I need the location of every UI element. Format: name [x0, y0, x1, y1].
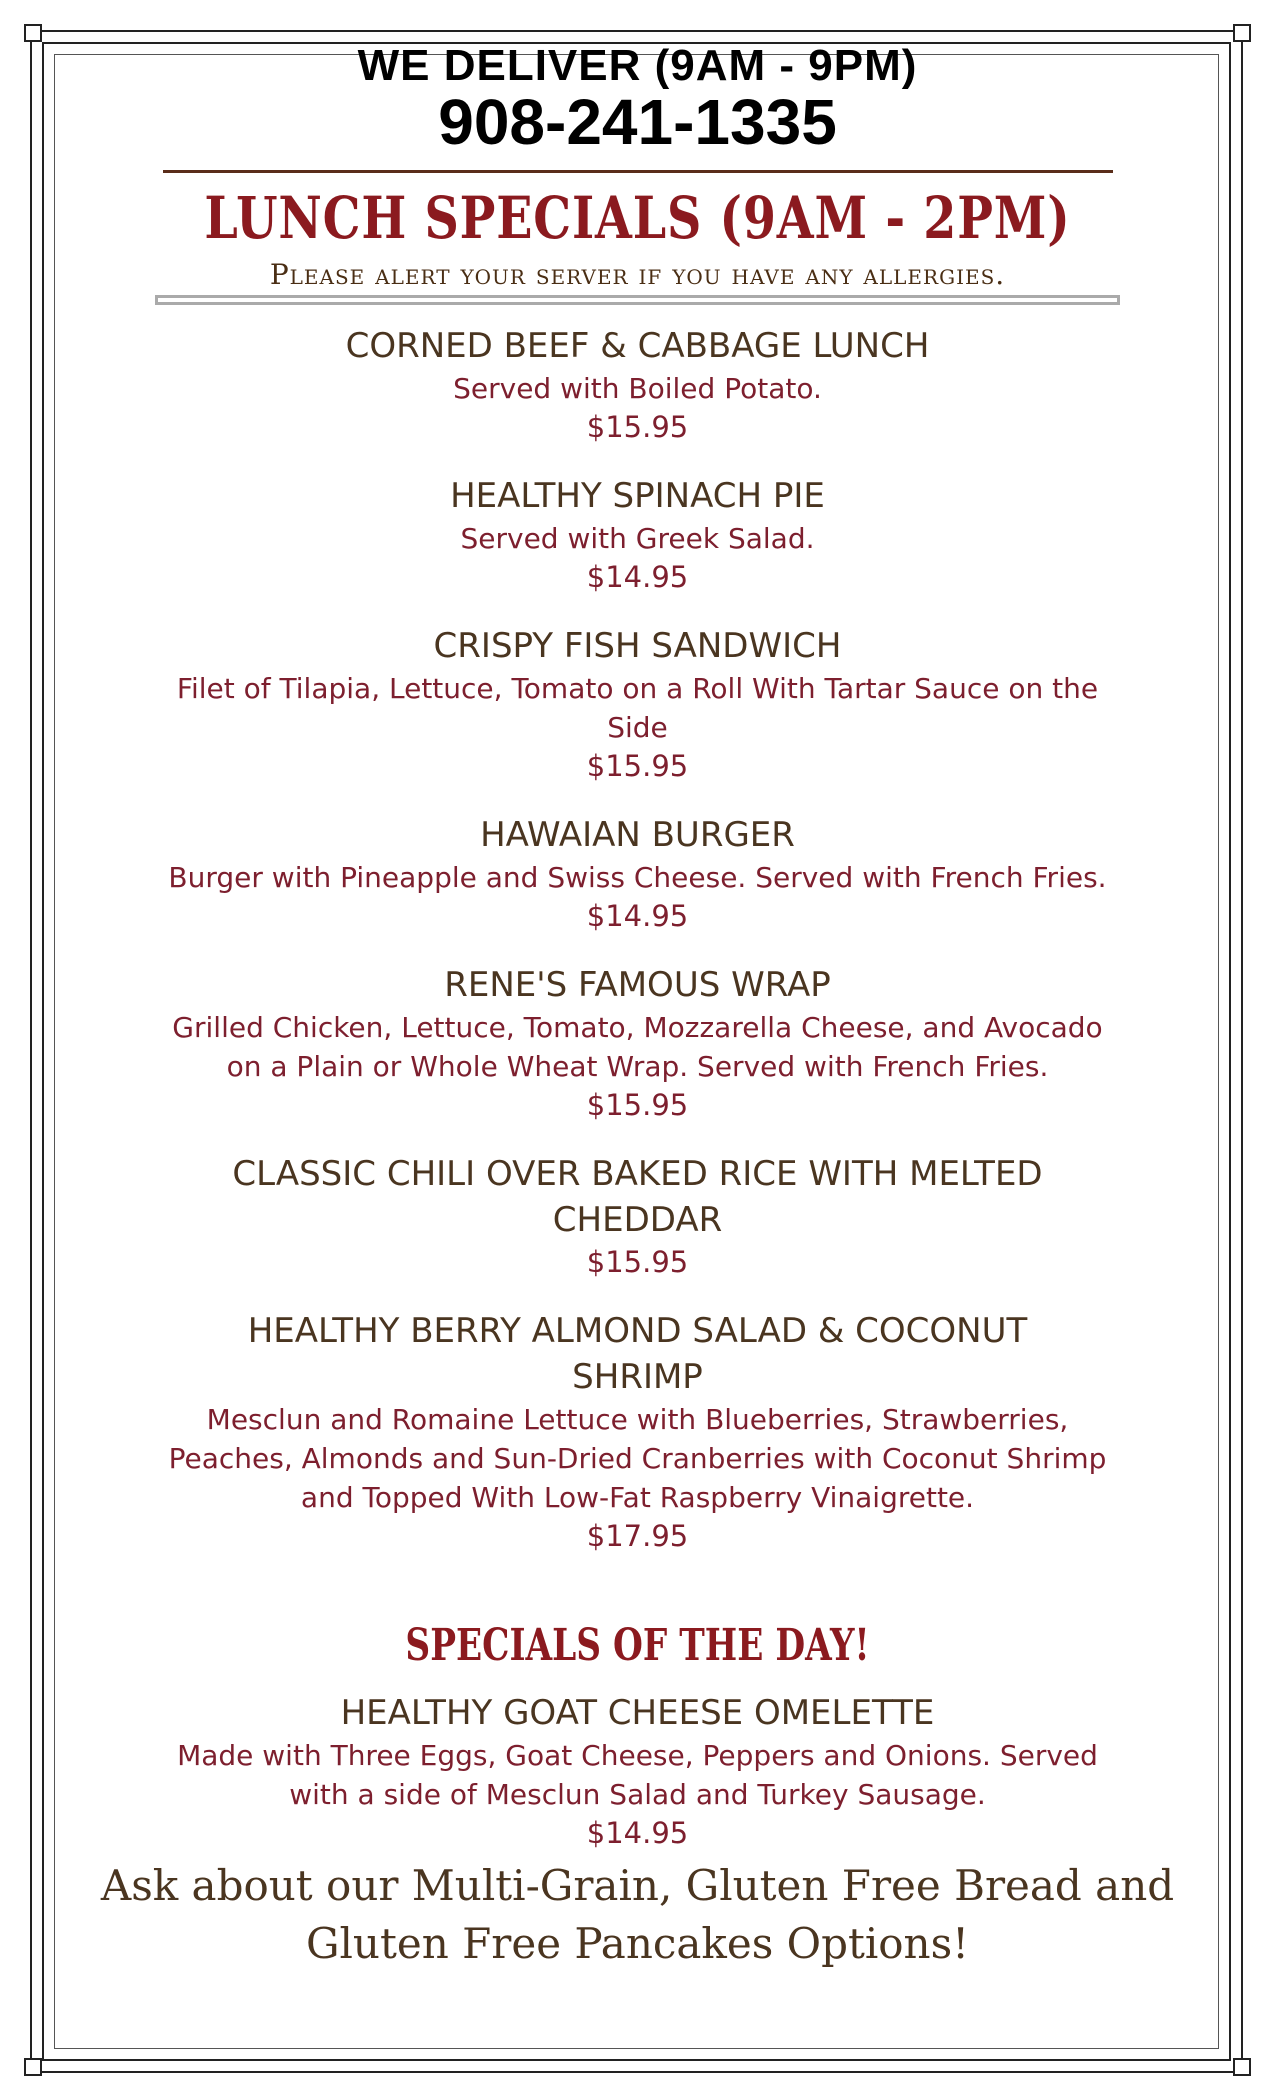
corner-ornament [1233, 24, 1251, 42]
menu-item [100, 1690, 1175, 1853]
menu-item-description: Served with Greek Salad. [460, 522, 815, 555]
footer-note: Ask about our Multi-Grain, Gluten Free Bread and Gluten Free Pancakes Options! [100, 1861, 1175, 1968]
menu-item-price: $14.95 [586, 560, 689, 594]
menu-item-title: CRISPY FISH SANDWICH [433, 626, 842, 666]
menu-item [100, 473, 1175, 597]
lunch-specials-title: LUNCH SPECIALS (9AM - 2PM) [204, 184, 1071, 252]
menu-item-title: HEALTHY GOAT CHEESE OMELETTE [340, 1693, 935, 1733]
lunch-items-list [100, 323, 1175, 1556]
menu-item-price: $14.95 [586, 1816, 689, 1850]
menu-item-title: HAWAIAN BURGER [480, 815, 795, 855]
menu-item-title: HEALTHY BERRY ALMOND SALAD & COCONUT SHRIMP [247, 1311, 1028, 1397]
corner-ornament [24, 2058, 42, 2076]
menu-item-title: RENE'S FAMOUS WRAP [444, 965, 831, 1005]
menu-item [100, 1308, 1175, 1556]
menu-item-price: $15.95 [586, 749, 689, 783]
menu-item [100, 623, 1175, 786]
menu-item-description: Grilled Chicken, Lettuce, Tomato, Mozzarella Cheese, and Avocado on a Plain or Whole Wheat Wrap. Served with French Fries. [172, 1011, 1103, 1083]
menu-item-description: Made with Three Eggs, Goat Cheese, Peppers and Onions. Served with a side of Mesclun Salad and Turkey Sausage. [177, 1739, 1098, 1811]
menu-item-description: Mesclun and Romaine Lettuce with Blueberries, Strawberries, Peaches, Almonds and Sun-Dried Cranberries with Coconut Shrimp and Topped With Low-Fat Raspberry Vinaigrette. [168, 1403, 1107, 1514]
menu-item [100, 962, 1175, 1125]
menu-item-description: Filet of Tilapia, Lettuce, Tomato on a Roll With Tartar Sauce on the Side [176, 672, 1099, 744]
menu-item-title: HEALTHY SPINACH PIE [450, 476, 825, 516]
menu-item-description: Served with Boiled Potato. [453, 372, 822, 405]
menu-item-price: $15.95 [586, 410, 689, 444]
menu-item-price: $15.95 [586, 1088, 689, 1122]
menu-item-price: $15.95 [586, 1245, 689, 1279]
menu-item-price: $14.95 [586, 899, 689, 933]
menu-item [100, 812, 1175, 936]
specials-items-list [100, 1690, 1175, 1853]
menu-item [100, 323, 1175, 447]
allergy-underline [155, 295, 1120, 305]
menu-item-price: $17.95 [586, 1519, 689, 1553]
menu-item [100, 1151, 1175, 1282]
allergy-note: Please alert your server if you have any allergies. [269, 258, 1006, 291]
menu-item-description: Burger with Pineapple and Swiss Cheese. Served with French Fries. [168, 861, 1107, 894]
corner-ornament [24, 24, 42, 42]
specials-of-day-title: SPECIALS OF THE DAY! [405, 1620, 870, 1671]
delivery-hours: WE DELIVER (9AM - 9PM) [357, 41, 918, 90]
phone-number: 908-241-1335 [438, 86, 837, 158]
divider-rule [163, 170, 1113, 173]
menu-item-title: CORNED BEEF & CABBAGE LUNCH [345, 326, 930, 366]
corner-ornament [1233, 2058, 1251, 2076]
menu-content [100, 41, 1175, 1973]
menu-item-title: CLASSIC CHILI OVER BAKED RICE WITH MELTED CHEDDAR [232, 1154, 1043, 1240]
